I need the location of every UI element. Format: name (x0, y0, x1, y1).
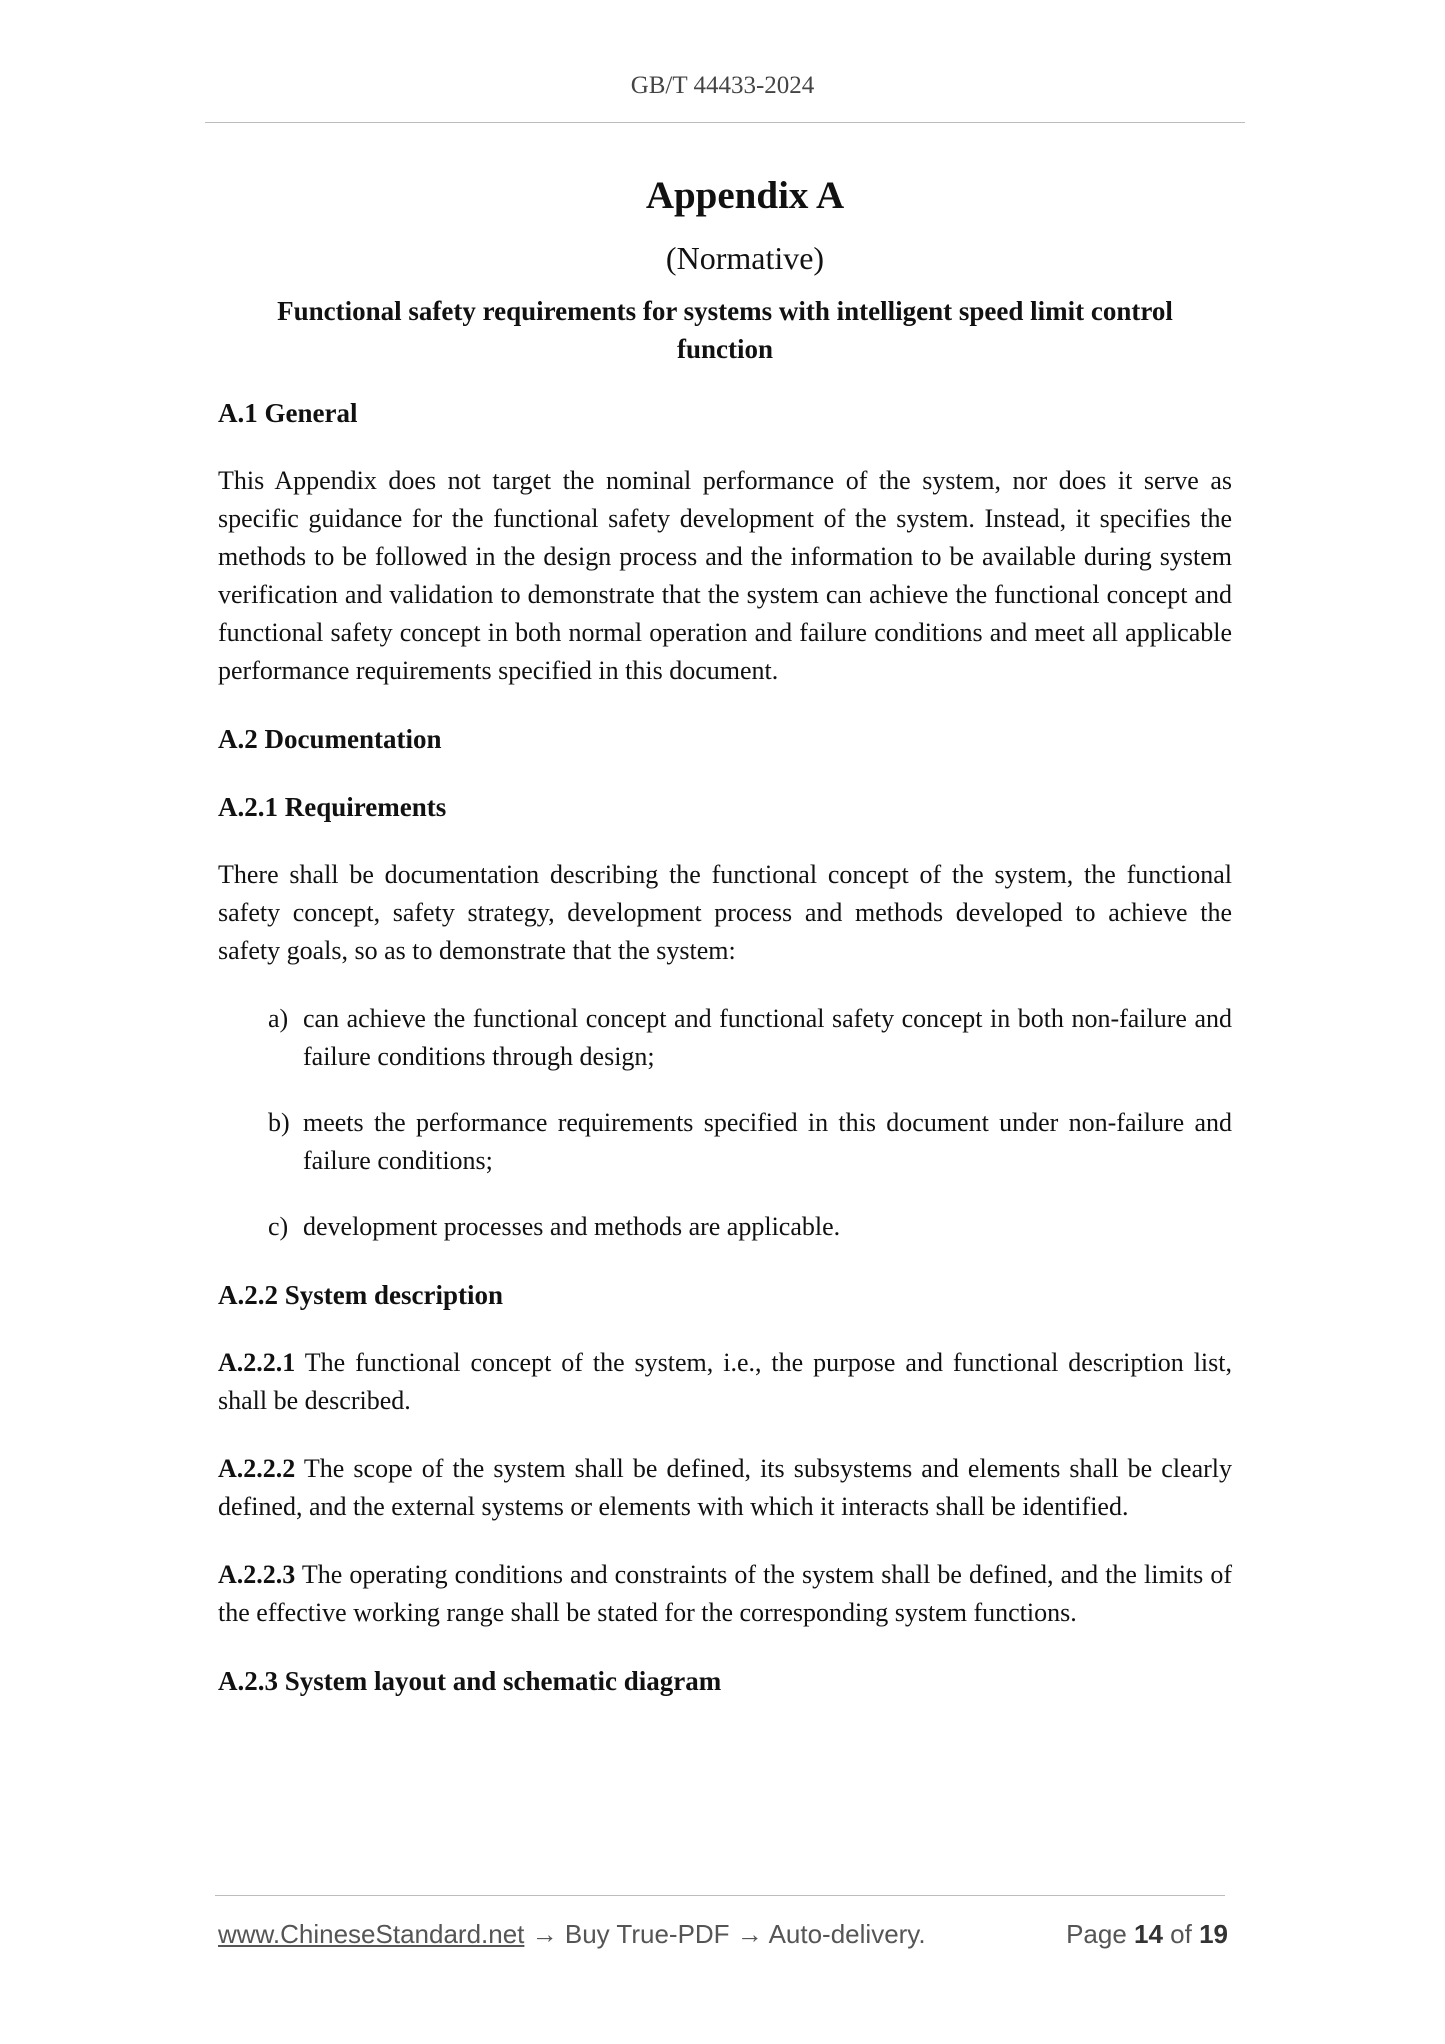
clause-a221 (218, 1344, 1232, 1420)
page-header-doc-id: GB/T 44433-2024 (630, 72, 815, 99)
section-heading-a1: A.1 General (218, 398, 358, 428)
section-heading-a21: A.2.1 Requirements (218, 792, 447, 822)
list-item (218, 1000, 1232, 1076)
section-heading-a22: A.2.2 System description (218, 1280, 503, 1310)
list-item-text: meets the performance requirements specified in this document under non-failure and failure conditions; (303, 1108, 1232, 1175)
section-a1-paragraph: This Appendix does not target the nominal performance of the system, nor does it serve as specific guidance for the functional safety development of the system. Instead, it specifies the methods to be followed in the design process and the information to be available during system verification and validation to demonstrate that the system can achieve the functional concept and functional safety concept in both normal operation and failure conditions and meet all applicable performance requirements specified in this document. (218, 466, 1232, 685)
appendix-type: (Normative) (665, 240, 825, 276)
section-heading-a23: A.2.3 System layout and schematic diagram (218, 1666, 722, 1696)
requirements-list (218, 1000, 1232, 1246)
clause-text: The functional concept of the system, i.e., the purpose and functional description list, shall be described. (218, 1348, 1232, 1415)
clause-number: A.2.2.3 (218, 1560, 296, 1589)
clause-a222 (218, 1450, 1232, 1526)
clause-text: The operating conditions and constraints of the system shall be defined, and the limits of the effective working range shall be stated for the corresponding system functions. (218, 1560, 1232, 1627)
appendix-subtitle-line2: function (676, 334, 774, 364)
page-of-label: of (1162, 1919, 1200, 1949)
appendix-subtitle-line1: Functional safety requirements for systems with intelligent speed limit control (277, 296, 1173, 326)
clause-number: A.2.2.1 (218, 1348, 296, 1377)
footer-promo-text: → Buy True-PDF → Auto-delivery. (524, 1919, 926, 1949)
footer-promo (218, 1916, 926, 1952)
list-marker: a) (268, 1004, 289, 1033)
page-indicator (1066, 1916, 1228, 1952)
page-label: Page (1066, 1919, 1135, 1949)
clause-text: The scope of the system shall be defined, its subsystems and elements shall be clearly defined, and the external systems or elements with which it interacts shall be identified. (218, 1454, 1232, 1521)
page-content (218, 168, 1232, 1730)
list-item-text: development processes and methods are applicable. (303, 1212, 841, 1241)
page-footer (218, 1916, 1228, 1952)
header-divider (205, 122, 1245, 123)
section-heading-a2: A.2 Documentation (218, 724, 442, 754)
list-item-text: can achieve the functional concept and functional safety concept in both non-failure and failure conditions through design; (303, 1004, 1232, 1071)
list-item (218, 1104, 1232, 1180)
list-marker: c) (268, 1212, 289, 1241)
list-marker: b) (268, 1108, 290, 1137)
appendix-subtitle (218, 292, 1232, 368)
appendix-title: Appendix A (645, 174, 845, 217)
chinesestandard-link[interactable]: www.ChineseStandard.net (218, 1919, 525, 1949)
page-number: 14 (1134, 1919, 1163, 1949)
clause-a223 (218, 1556, 1232, 1632)
section-a21-paragraph: There shall be documentation describing the functional concept of the system, the functional safety concept, safety strategy, development process and methods developed to achieve the safety goals, so as to demonstrate that the system: (218, 860, 1232, 965)
clause-number: A.2.2.2 (218, 1454, 296, 1483)
page-total: 19 (1199, 1919, 1228, 1949)
list-item (218, 1208, 1232, 1246)
footer-divider (215, 1895, 1225, 1896)
